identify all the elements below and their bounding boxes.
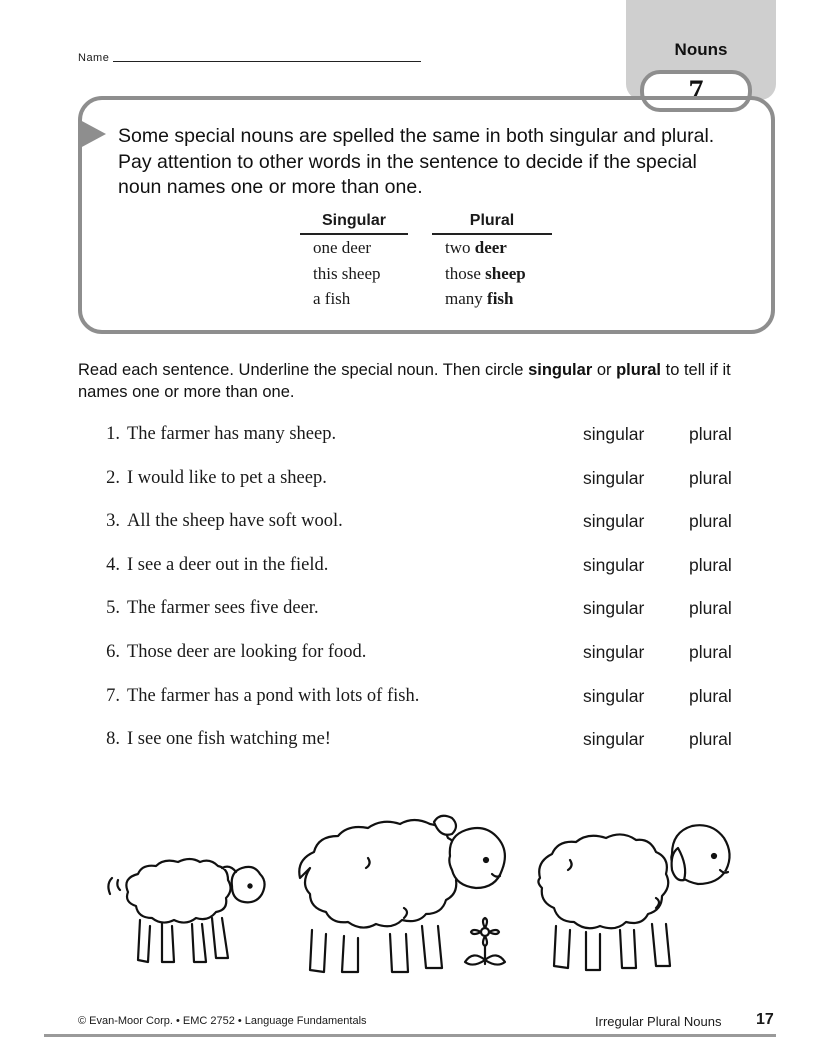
sentence-text[interactable]: All the sheep have soft wool. [127,511,343,531]
name-label: Name [78,52,110,64]
singular-example: one deer [313,238,372,257]
sentence-number: 1. [106,424,120,444]
lesson-number: 7 [640,70,752,112]
singular-choice[interactable]: singular [583,468,645,488]
lamb-icon [108,859,264,962]
ram-icon [299,816,505,972]
footer-divider [44,1034,776,1037]
copyright: © Evan-Moor Corp. • EMC 2752 • Language Fundamentals [78,1015,367,1027]
singular-header: Singular [300,212,408,235]
sentence-text[interactable]: I see a deer out in the field. [127,555,329,575]
sentence-row [0,729,816,753]
singular-choice[interactable]: singular [583,729,645,749]
sentence-row [0,468,816,492]
singular-column [300,212,408,312]
sentence-text[interactable]: The farmer has a pond with lots of fish. [127,686,420,706]
arrow-icon [80,120,106,148]
sentence-text[interactable]: The farmer has many sheep. [127,424,337,444]
sentence-row [0,686,816,710]
page-number: 17 [756,1011,774,1028]
sheep-illustration [100,800,750,980]
plural-example: two deer [445,238,507,257]
plural-choice[interactable]: plural [689,555,732,575]
plural-choice[interactable]: plural [689,598,732,618]
singular-choice[interactable]: singular [583,686,645,706]
singular-example: this sheep [313,263,381,283]
sentence-number: 3. [106,511,120,531]
singular-example: a fish [313,289,351,308]
sentence-row [0,598,816,622]
sentence-row [0,511,816,535]
flower-icon [465,918,505,965]
sentence-number: 2. [106,468,120,488]
sentence-row [0,642,816,666]
directions: Read each sentence. Underline the special noun. Then circle singular or plural to tell if it names one or more than one. [78,361,731,401]
sentence-number: 6. [106,642,120,662]
sentence-number: 7. [106,686,120,706]
sentence-number: 5. [106,598,120,618]
sentence-text[interactable]: I would like to pet a sheep. [127,468,327,488]
plural-choice[interactable]: plural [689,686,732,706]
plural-column [432,212,552,312]
singular-choice[interactable]: singular [583,511,645,531]
plural-choice[interactable]: plural [689,511,732,531]
sentence-text[interactable]: Those deer are looking for food. [127,642,367,662]
plural-example: those sheep [445,263,526,283]
singular-choice[interactable]: singular [583,555,645,575]
plural-example: many fish [445,289,514,308]
rule-text: Some special nouns are spelled the same in both singular and plural. Pay attention to other words in the sentence to decide if the special noun names one or more than one. [118,125,715,198]
sentence-text[interactable]: I see one fish watching me! [127,729,331,749]
topic-label: Irregular Plural Nouns [595,1014,722,1029]
lesson-title: Nouns [674,40,728,59]
sentence-number: 4. [106,555,120,575]
sentence-row [0,555,816,579]
plural-header: Plural [432,212,552,235]
plural-choice[interactable]: plural [689,729,732,749]
plural-choice[interactable]: plural [689,642,732,662]
plural-choice[interactable]: plural [689,468,732,488]
name-row [78,52,421,64]
sentence-number: 8. [106,729,120,749]
sentence-text[interactable]: The farmer sees five deer. [127,598,319,618]
singular-choice[interactable]: singular [583,424,645,444]
name-input-line[interactable] [113,61,421,62]
sentence-row [0,424,816,448]
singular-choice[interactable]: singular [583,642,645,662]
plural-choice[interactable]: plural [689,424,732,444]
sheep-icon [538,825,729,970]
singular-choice[interactable]: singular [583,598,645,618]
